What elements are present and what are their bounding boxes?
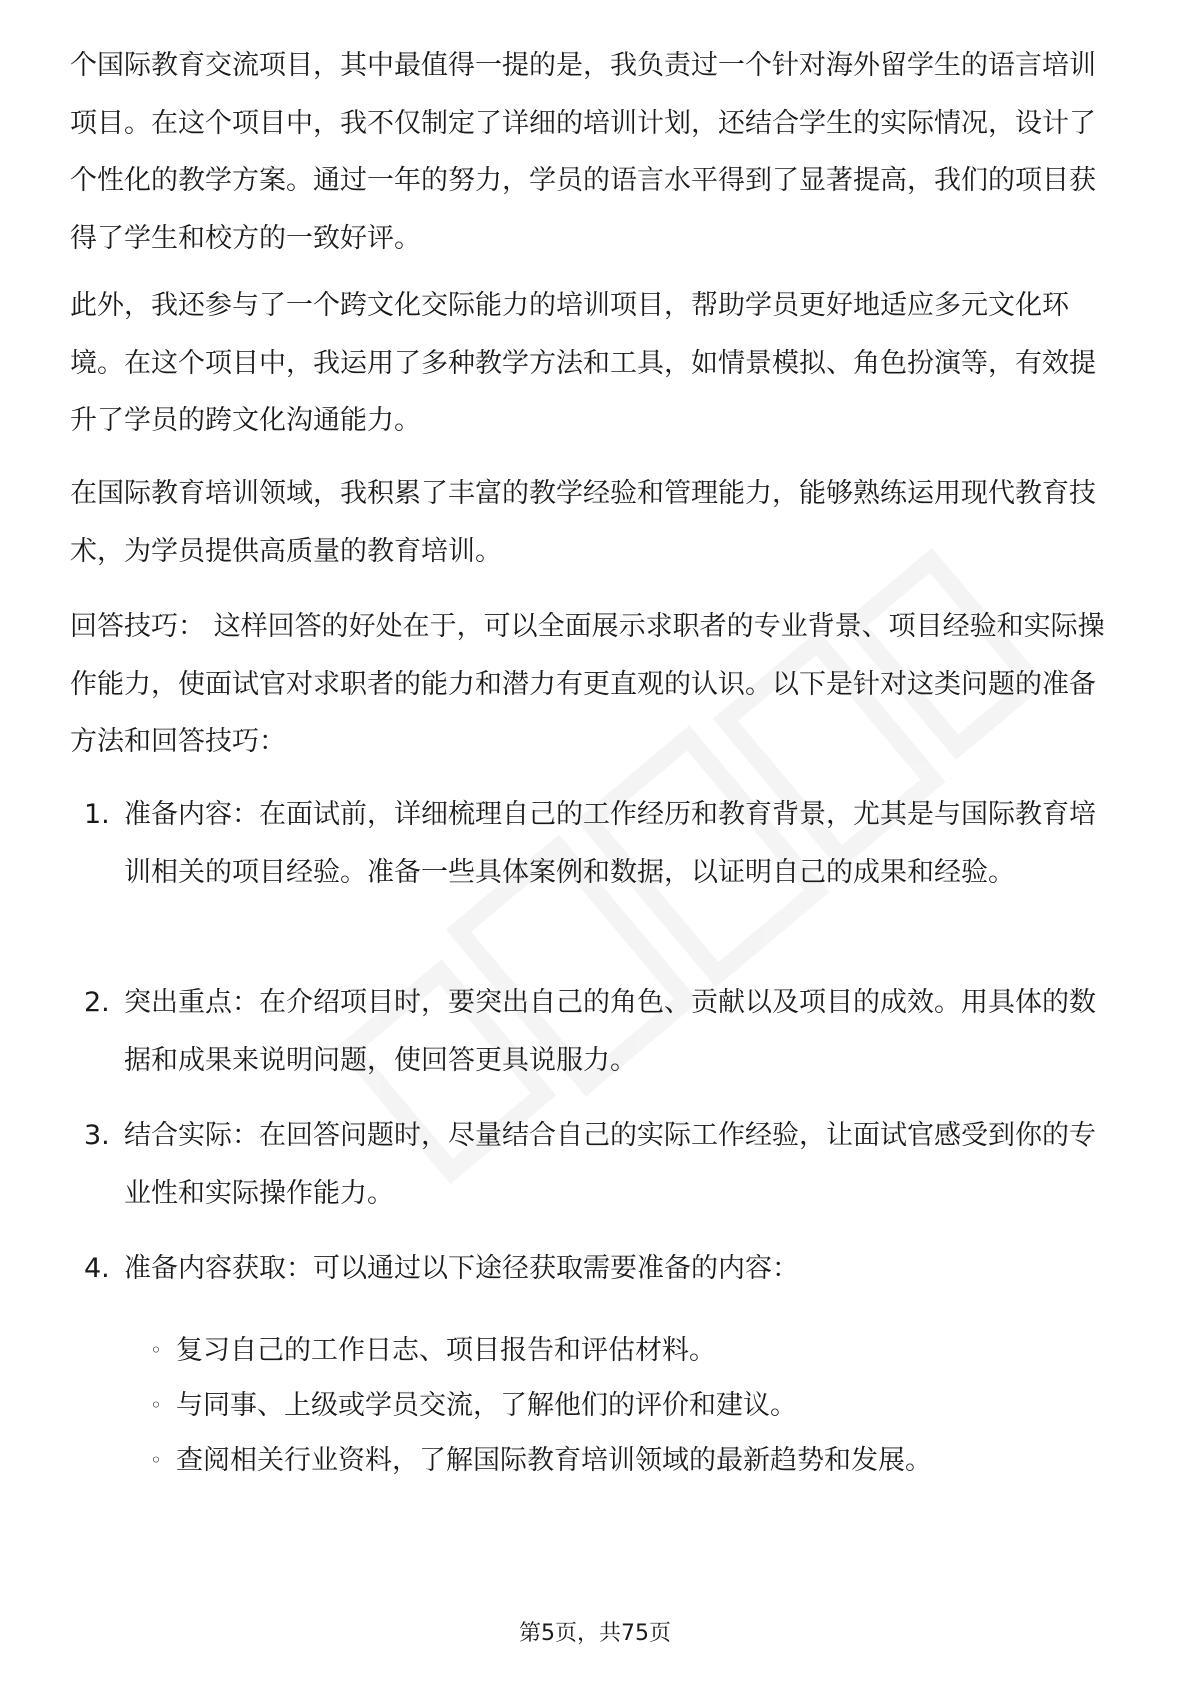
sub-list-item-text: 复习自己的工作日志、项目报告和评估材料。 xyxy=(176,1335,716,1366)
bullet-icon: ◦ xyxy=(150,1448,162,1472)
paragraph-summary: 在国际教育培训领域，我积累了丰富的教学经验和管理能力，能够熟练运用现代教育技术，为学员提供高质量的教育培训。 xyxy=(70,478,1096,567)
sub-list-item-text: 与同事、上级或学员交流，了解他们的评价和建议。 xyxy=(176,1390,797,1421)
list-number: 1. xyxy=(84,799,110,830)
sub-list-item-text: 查阅相关行业资料，了解国际教育培训领域的最新趋势和发展。 xyxy=(176,1445,932,1476)
bullet-icon: ◦ xyxy=(150,1338,162,1362)
paragraph-project-experience: 个国际教育交流项目，其中最值得一提的是，我负责过一个针对海外留学生的语言培训项目。在这个项目中，我不仅制定了详细的培训计划，还结合学生的实际情况，设计了个性化的教学方案。通过一年的努力，学员的语言水平得到了显著提高，我们的项目获得了学生和校方的一致好评。 xyxy=(70,50,1096,254)
list-item-text: 突出重点：在介绍项目时，要突出自己的角色、贡献以及项目的成效。用具体的数据和成果来说明问题，使回答更具说服力。 xyxy=(124,987,1096,1076)
list-item-text: 准备内容获取：可以通过以下途径获取需要准备的内容： xyxy=(124,1253,799,1284)
paragraph-cross-cultural: 此外，我还参与了一个跨文化交际能力的培训项目，帮助学员更好地适应多元文化环境。在这个项目中，我运用了多种教学方法和工具，如情景模拟、角色扮演等，有效提升了学员的跨文化沟通能力。 xyxy=(70,290,1096,436)
page-footer: 第5页，共75页 xyxy=(519,1621,671,1646)
list-item-text: 准备内容：在面试前，详细梳理自己的工作经历和教育背景，尤其是与国际教育培训相关的项目经验。准备一些具体案例和数据，以证明自己的成果和经验。 xyxy=(124,799,1096,888)
list-number: 4. xyxy=(84,1253,110,1284)
list-number: 2. xyxy=(84,987,110,1018)
list-number: 3. xyxy=(84,1120,110,1151)
bullet-icon: ◦ xyxy=(150,1393,162,1417)
list-item-text: 结合实际：在回答问题时，尽量结合自己的实际工作经验，让面试官感受到你的专业性和实际操作能力。 xyxy=(124,1120,1096,1209)
paragraph-answer-tips: 回答技巧： 这样回答的好处在于，可以全面展示求职者的专业背景、项目经验和实际操作能力，使面试官对求职者的能力和潜力有更直观的认识。以下是针对这类问题的准备方法和回答技巧： xyxy=(70,611,1105,757)
